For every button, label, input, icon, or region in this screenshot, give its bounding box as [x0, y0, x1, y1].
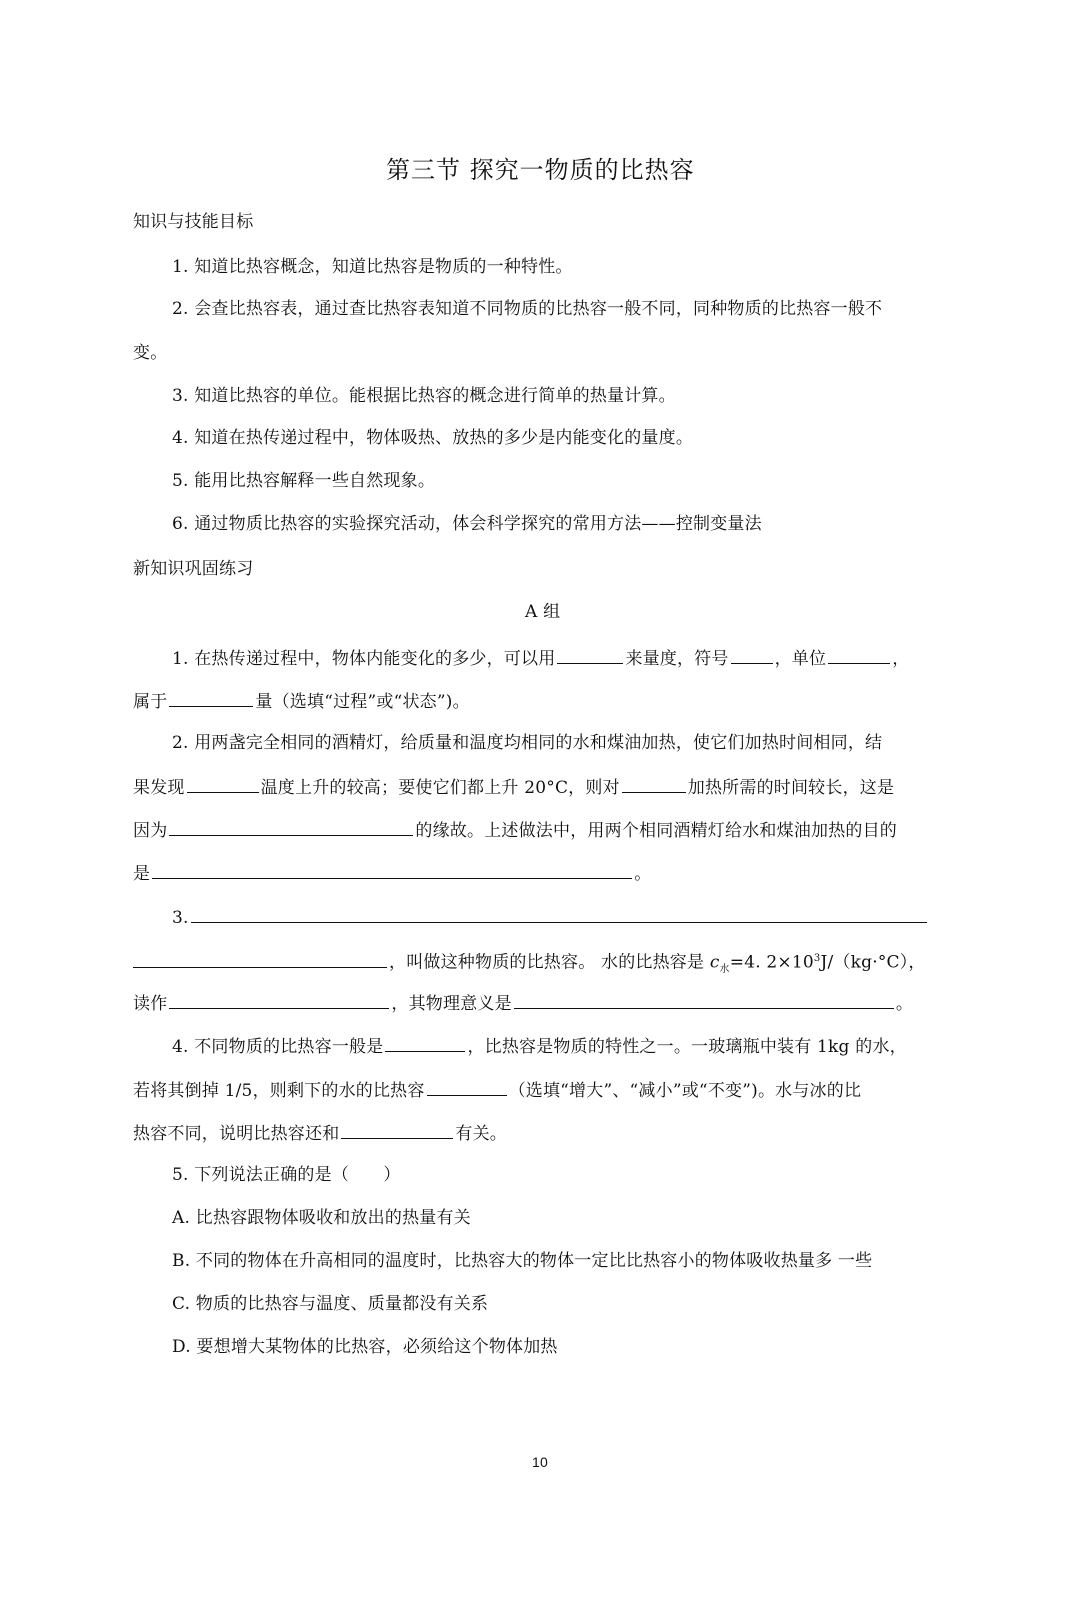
answer-blank[interactable] [514, 990, 894, 1009]
answer-blank[interactable] [152, 860, 632, 879]
answer-blank[interactable] [385, 1033, 465, 1052]
page-title: 第三节 探究一物质的比热容 [386, 156, 695, 184]
question-1: 1. 在热传递过程中，物体内能变化的多少，可以用 来量度，符号 ，单位 ， [172, 645, 909, 671]
answer-blank[interactable] [191, 904, 927, 923]
option-d[interactable]: D. 要想增大某物体的比热容，必须给这个物体加热 [172, 1337, 558, 1357]
answer-blank[interactable] [341, 1120, 453, 1139]
question-3-line3: 读作 ，其物理意义是 。 [133, 990, 913, 1016]
goal-item: 4. 知道在热传递过程中，物体吸热、放热的多少是内能变化的量度。 [172, 428, 694, 448]
answer-blank[interactable] [622, 774, 686, 793]
question-2-line4: 是 。 [133, 860, 651, 886]
section-heading-goals: 知识与技能目标 [133, 212, 254, 232]
answer-blank[interactable] [169, 817, 413, 836]
goal-item: 变。 [133, 343, 168, 363]
option-b[interactable]: B. 不同的物体在升高相同的温度时，比热容大的物体一定比比热容小的物体吸收热量多 一些 [172, 1251, 873, 1271]
question-3-line2: ，叫做这种物质的比热容。 水的比热容是 $c_水=4$. $2\times 10^3J/(kg\cdot^\circ C)$， [133, 947, 926, 982]
answer-blank[interactable] [187, 774, 259, 793]
goal-item: 6. 通过物质比热容的实验探究活动，体会科学探究的常用方法——控制变量法 [172, 514, 762, 534]
section-heading-exercises: 新知识巩固练习 [133, 559, 254, 579]
question-2: 2. 用两盏完全相同的酒精灯，给质量和温度均相同的水和煤油加热，使它们加热时间相同，结 [172, 733, 883, 753]
question-2-line3: 因为 的缘故。上述做法中，用两个相同酒精灯给水和煤油加热的目的 [133, 817, 897, 843]
option-c[interactable]: C. 物质的比热容与温度、质量都没有关系 [172, 1294, 489, 1314]
goal-item: 1. 知道比热容概念，知道比热容是物质的一种特性。 [172, 257, 573, 277]
goal-item: 3. 知道比热容的单位。能根据比热容的概念进行简单的热量计算。 [172, 386, 676, 406]
question-4: 4. 不同物质的比热容一般是 ，比热容是物质的特性之一。一玻璃瓶中装有 1kg 的水， [172, 1033, 907, 1059]
question-5: 5. 下列说法正确的是（ ） [172, 1165, 401, 1185]
answer-blank[interactable] [828, 645, 890, 664]
goal-item: 2. 会查比热容表，通过查比热容表知道不同物质的比热容一般不同，同种物质的比热容一般不 [172, 299, 883, 319]
answer-blank[interactable] [427, 1077, 507, 1096]
answer-blank[interactable] [557, 645, 623, 664]
question-3: 3. [172, 904, 929, 930]
question-4-line2: 若将其倒掉 1/5，则剩下的水的比热容 （选填“增大”、“减小”或“不变”)。水与冰的比 [133, 1077, 861, 1103]
goal-item: 5. 能用比热容解释一些自然现象。 [172, 471, 436, 491]
question-4-line3: 热容不同，说明比热容还和 有关。 [133, 1120, 507, 1146]
question-1-line2: 属于 量（选填“过程”或“状态”)。 [133, 688, 470, 714]
option-a[interactable]: A. 比热容跟物体吸收和放出的热量有关 [172, 1208, 471, 1228]
answer-blank[interactable] [133, 949, 387, 968]
group-label: A 组 [525, 602, 561, 622]
question-2-line2: 果发现 温度上升的较高；要使它们都上升 20°C，则对 加热所需的时间较长，这是 [133, 774, 894, 800]
answer-blank[interactable] [169, 990, 389, 1009]
answer-blank[interactable] [169, 688, 253, 707]
page-number: 10 [532, 1454, 548, 1470]
answer-blank[interactable] [731, 645, 773, 664]
